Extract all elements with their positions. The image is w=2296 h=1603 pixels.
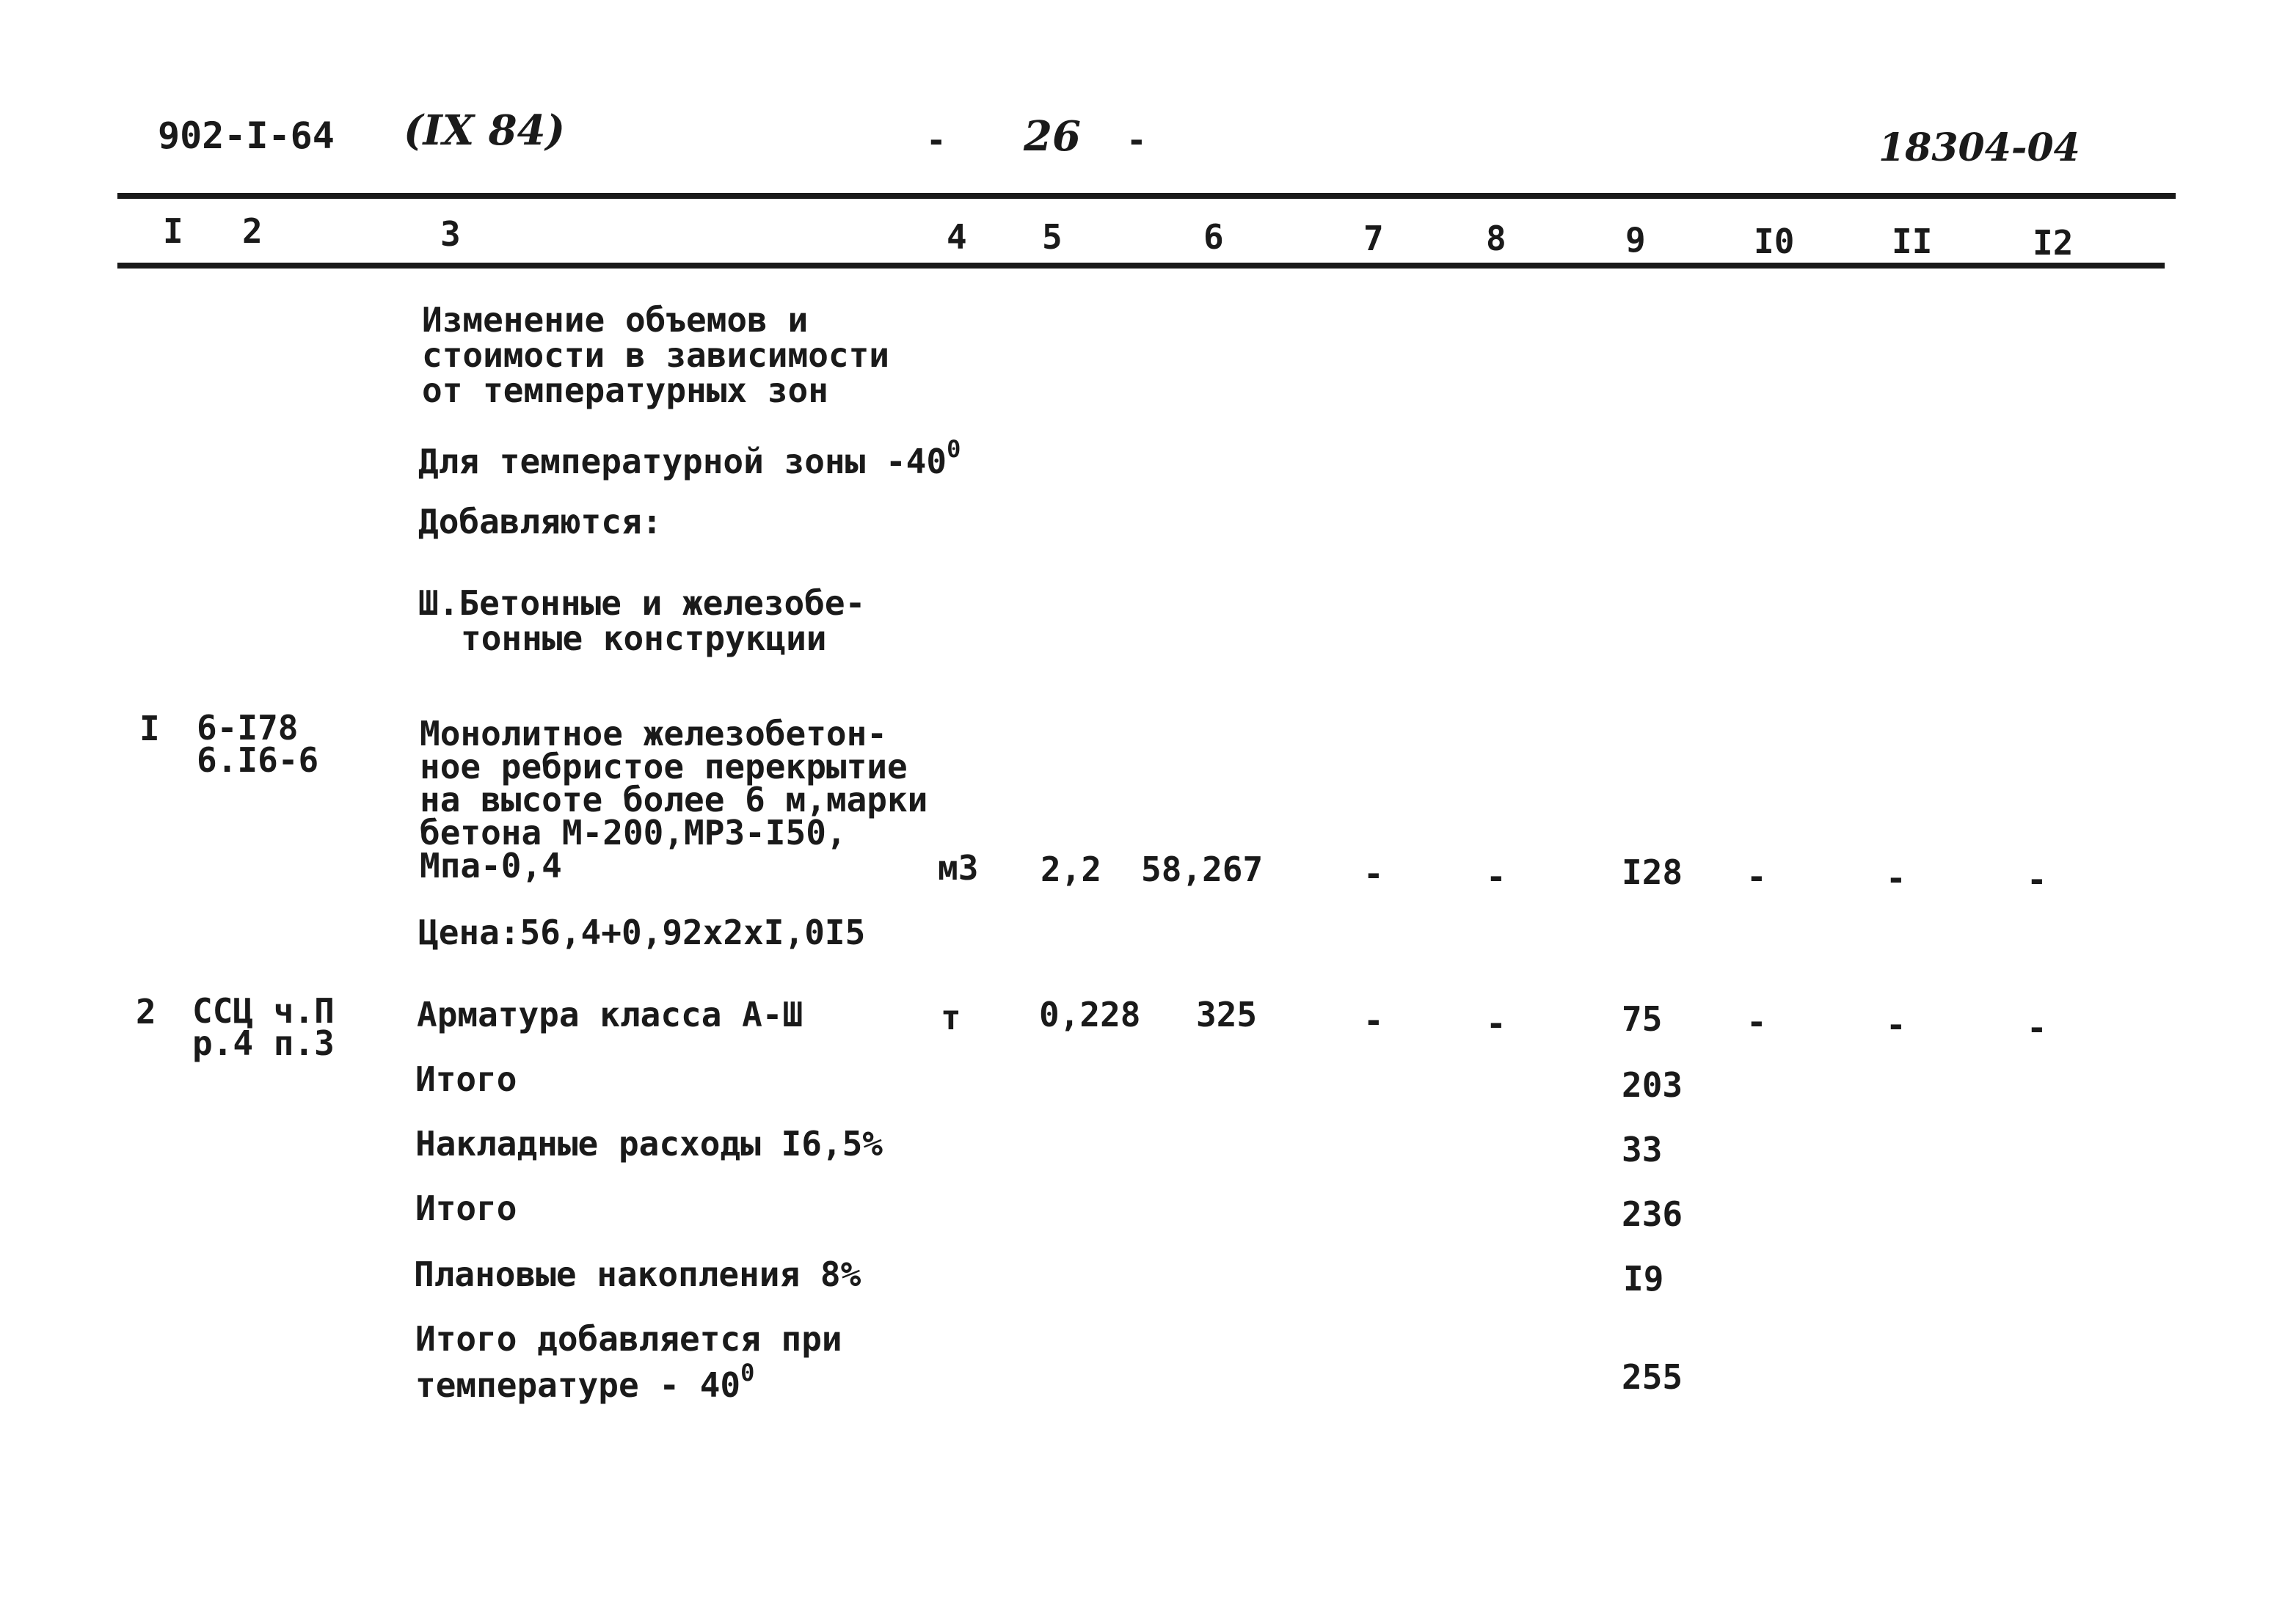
row-desc-line: Мпа-0,4: [420, 846, 562, 886]
table-top-rule: [117, 193, 2176, 199]
row-unit-price: 325: [1196, 995, 1258, 1034]
row-code: [192, 991, 335, 1063]
row-unit: м3: [938, 848, 979, 888]
col-header-7: 7: [1363, 219, 1384, 258]
summary-value: 236: [1622, 1194, 1683, 1234]
intro-heading: [422, 302, 889, 408]
section-line: Ш.Бетонные и железобе-: [418, 583, 866, 623]
row-code-line: ССЦ ч.П: [192, 991, 335, 1031]
row-code-line: р.4 п.3: [192, 1023, 335, 1063]
col-header-2: 2: [242, 211, 263, 251]
table-header-rule: [117, 263, 2165, 269]
row-unit: т: [941, 998, 961, 1037]
row-col11: -: [1886, 858, 1906, 898]
added-label: Добавляются:: [418, 502, 663, 541]
row-col7: -: [1363, 854, 1384, 894]
row-code-line: 6-I78: [197, 708, 299, 748]
row-description: Арматура класса А-Ш: [417, 995, 803, 1034]
row-description: [420, 714, 928, 886]
col-header-4: 4: [947, 217, 967, 257]
row-col8: -: [1486, 857, 1506, 897]
row-col10: -: [1746, 1002, 1767, 1042]
row-col10: -: [1746, 857, 1767, 897]
row-desc-line: на высоте более 6 м,марки: [420, 780, 928, 819]
summary-value: 33: [1622, 1130, 1663, 1169]
col-header-8: 8: [1486, 219, 1506, 258]
row-number: I: [139, 709, 160, 748]
degree-mark: 0: [740, 1359, 755, 1387]
summary-label: Итого: [415, 1188, 517, 1228]
row-col12: -: [2027, 860, 2047, 899]
final-line: Итого добавляется при: [415, 1319, 842, 1359]
row-desc-line: ное ребристое перекрытие: [420, 747, 908, 786]
col-header-6: 6: [1203, 217, 1224, 257]
temperature-zone: [418, 435, 961, 481]
row-quantity: 0,228: [1039, 995, 1141, 1034]
col-header-10: I0: [1754, 222, 1795, 261]
summary-value: I9: [1623, 1259, 1664, 1299]
row-total: I28: [1622, 852, 1683, 892]
col-header-9: 9: [1625, 220, 1646, 260]
col-header-3: 3: [440, 214, 461, 254]
summary-value: 203: [1622, 1065, 1683, 1105]
col-header-5: 5: [1042, 217, 1063, 257]
col-header-1: I: [163, 211, 183, 251]
col-header-11: II: [1892, 222, 1933, 261]
row-col12: -: [2027, 1008, 2047, 1048]
row-col8: -: [1486, 1004, 1506, 1043]
summary-label: Плановые накопления 8%: [414, 1255, 861, 1294]
page-dash-right: -: [1126, 120, 1147, 160]
row-desc-line: бетона М-200,МРЗ-I50,: [420, 813, 847, 852]
final-total-label: [415, 1319, 842, 1405]
document-code: 902-I-64: [158, 114, 335, 157]
row-number: 2: [136, 992, 156, 1031]
degree-mark: 0: [947, 435, 961, 463]
row-col11: -: [1886, 1005, 1906, 1045]
revision-mark: (IX 84): [404, 106, 566, 155]
price-note: Цена:56,4+0,92х2хI,0I5: [418, 913, 866, 952]
final-line-text: температуре - 40: [415, 1365, 741, 1405]
intro-line: стоимости в зависимости: [422, 335, 889, 375]
page-dash-left: -: [926, 120, 947, 160]
row-total: 75: [1622, 999, 1663, 1039]
intro-line: от температурных зон: [422, 370, 828, 410]
col-header-12: I2: [2033, 223, 2074, 263]
intro-line: Изменение объемов и: [422, 300, 809, 340]
summary-label: Накладные расходы I6,5%: [415, 1124, 883, 1164]
row-quantity: 2,2: [1041, 850, 1102, 889]
summary-label: Итого: [415, 1059, 517, 1099]
final-line: [415, 1356, 842, 1405]
row-unit-price: 58,267: [1141, 850, 1264, 889]
archive-number: 18304-04: [1878, 125, 2080, 170]
page-number: 26: [1024, 112, 1081, 161]
section-heading: [418, 585, 865, 656]
row-code-line: 6.I6-6: [197, 740, 319, 780]
row-desc-line: Монолитное железобетон-: [420, 714, 887, 753]
temperature-zone-text: Для температурной зоны -40: [418, 442, 947, 481]
section-line: тонные конструкции: [461, 618, 827, 658]
row-col7: -: [1363, 1001, 1384, 1040]
final-total-value: 255: [1622, 1357, 1683, 1397]
row-code: [197, 708, 319, 780]
